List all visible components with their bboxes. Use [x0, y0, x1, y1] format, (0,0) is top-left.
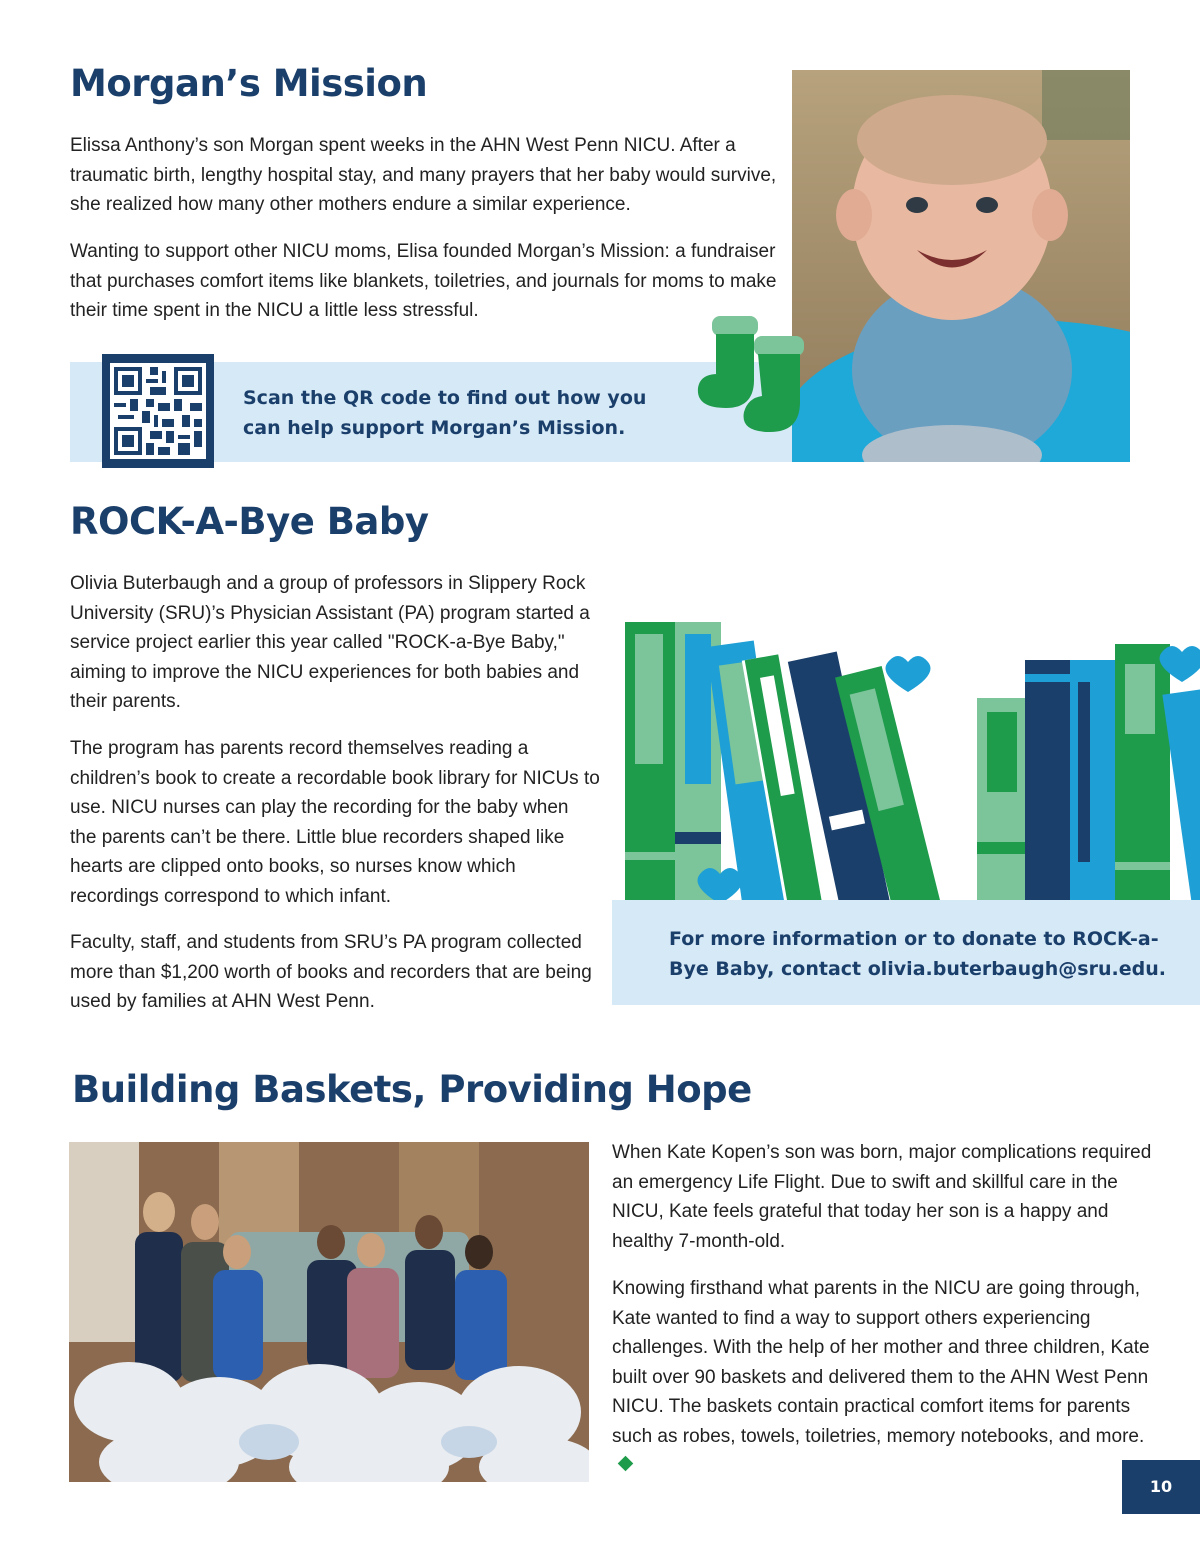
morgans-mission-callout-text: Scan the QR code to find out how you can help support Morgan’s Mission.	[243, 387, 647, 439]
page-number-badge: 10	[1122, 1460, 1200, 1514]
qr-code-icon[interactable]	[102, 354, 214, 468]
heart-icon	[886, 656, 931, 692]
section-title-building-baskets: Building Baskets, Providing Hope	[72, 1068, 752, 1111]
rock-a-bye-callout-text[interactable]: For more information or to donate to ROCK-a-Bye Baby, contact olivia.buterbaugh@sru.edu.	[669, 928, 1166, 980]
morgans-mission-paragraph-2: Wanting to support other NICU moms, Elisa founded Morgan’s Mission: a fundraiser that purchases comfort items like blankets, toiletries, and journals for moms to make their time spent in the NICU a little less stressful.	[70, 241, 777, 321]
diamond-icon	[618, 1456, 634, 1472]
rock-a-bye-paragraph-3: Faculty, staff, and students from SRU’s PA program collected more than $1,200 worth of books and recorders that are being used by families at AHN West Penn.	[70, 932, 592, 1012]
qr-code-graphic	[110, 362, 206, 460]
building-baskets-paragraph-1: When Kate Kopen’s son was born, major complications required an emergency Life Flight. Due to swift and skillful care in the NICU, Kate feels grateful that today her son is a happy and healthy 7-month-old.	[612, 1142, 1152, 1252]
section-title-morgans-mission: Morgan’s Mission	[70, 62, 428, 105]
group-photo-nurses-with-baskets	[69, 1142, 589, 1482]
socks-icon	[690, 308, 820, 443]
building-baskets-paragraph-2-text: Knowing firsthand what parents in the NICU are going through, Kate wanted to find a way to support others experiencing challenges. With the help of her mother and three children, Kate built over 90 baskets and delivered them to the AHN West Penn NICU. The baskets contain practical comfort items for parents such as robes, towels, toiletries, memory notebooks, and more.	[612, 1278, 1150, 1447]
section-title-rock-a-bye-baby: ROCK-A-Bye Baby	[70, 500, 429, 543]
morgans-mission-paragraph-1: Elissa Anthony’s son Morgan spent weeks in the AHN West Penn NICU. After a traumatic birth, lengthy hospital stay, and many prayers that her baby would survive, she realized how many other mothers endure a similar experience.	[70, 135, 777, 215]
rock-a-bye-paragraph-1: Olivia Buterbaugh and a group of professors in Slippery Rock University (SRU)’s Physician Assistant (PA) program started a service project earlier this year called "ROCK-a-Bye Baby," aiming to improve the NICU experiences for both babies and their parents.	[70, 573, 590, 712]
building-baskets-paragraph-2	[612, 1274, 1152, 1481]
books-illustration	[612, 612, 1200, 902]
rock-a-bye-paragraph-2: The program has parents record themselves reading a children’s book to create a recordable book library for NICUs to use. NICU nurses can play the recording for the baby when the parents can’t be there. Little blue recorders shaped like hearts are clipped onto books, so nurses know which recordings correspond to which infant.	[70, 738, 600, 907]
baby-photo	[792, 70, 1130, 462]
